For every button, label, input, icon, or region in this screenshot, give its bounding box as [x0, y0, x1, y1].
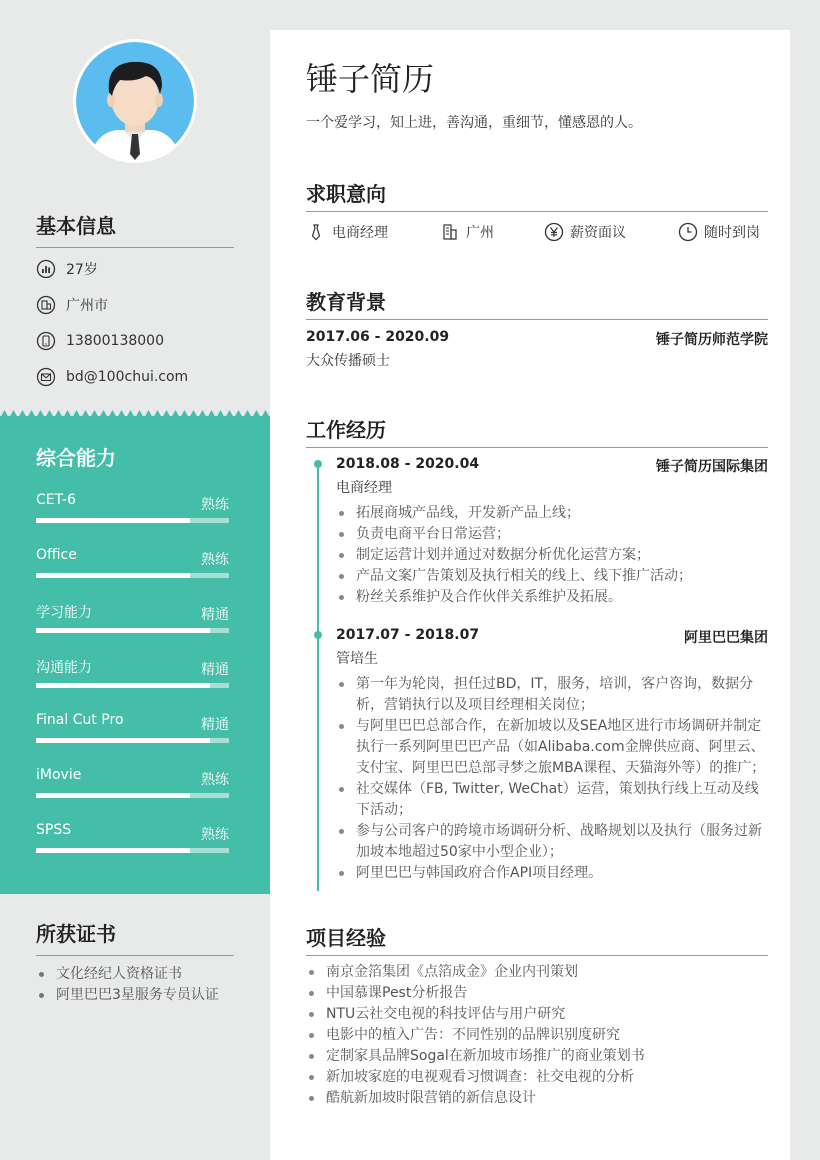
info-age-text: 27岁: [66, 262, 98, 278]
list-item: 酷航新加坡时限营销的新信息设计: [306, 1088, 768, 1109]
skill-level: 熟练: [201, 772, 229, 788]
job-role: 电商经理: [336, 480, 392, 496]
intent-city-text: 广州: [466, 225, 494, 241]
skill-name: iMovie: [36, 767, 82, 783]
skills-panel: [0, 416, 270, 894]
skill-name: 沟通能力: [36, 660, 92, 676]
info-city: [36, 294, 108, 316]
skill-name: CET-6: [36, 492, 76, 508]
list-item: 第一年为轮岗，担任过BD，IT，服务，培训，客户咨询，数据分析，营销执行以及项目经理相关岗位；: [336, 674, 768, 716]
list-item: 参与公司客户的跨境市场调研分析、战略规划以及执行（服务过新加坡本地超过50家中小型企业）；: [336, 821, 768, 863]
intent-start-text: 随时到岗: [704, 225, 760, 241]
list-item: 负责电商平台日常运营；: [336, 524, 768, 545]
list-item: 粉丝关系维护及合作伙伴关系维护及拓展。: [336, 587, 768, 608]
intent-city: [440, 222, 494, 242]
timeline-dot: [314, 460, 322, 468]
work-title: 工作经历: [306, 414, 768, 448]
skill-row: [36, 547, 229, 587]
resume-name: 锤子简历: [306, 60, 435, 98]
phone-icon: [36, 331, 56, 351]
skill-bar-track: [36, 793, 229, 798]
skill-bar-track: [36, 628, 229, 633]
city-icon: [440, 222, 460, 242]
intent-salary: [544, 222, 626, 242]
skill-level: 熟练: [201, 827, 229, 843]
skill-name: SPSS: [36, 822, 72, 838]
skill-row: [36, 492, 229, 532]
job-role: 管培生: [336, 651, 378, 667]
skill-bar-track: [36, 738, 229, 743]
job-company: 锤子简历国际集团: [656, 459, 768, 475]
avatar: [73, 39, 197, 163]
projects-title: 项目经验: [306, 922, 768, 956]
zigzag-edge: [0, 408, 270, 418]
skill-name: Office: [36, 547, 77, 563]
intent-position: [306, 222, 388, 242]
project-list: [306, 962, 768, 1109]
skill-bar-fill: [36, 518, 190, 523]
skill-row: [36, 712, 229, 752]
skill-row: [36, 657, 229, 697]
info-age: [36, 258, 98, 280]
skill-name: 学习能力: [36, 605, 92, 621]
list-item: 电影中的植入广告：不同性别的品牌识别度研究: [306, 1025, 768, 1046]
list-item: 南京金箔集团《点箔成金》企业内刊策划: [306, 962, 768, 983]
skill-bar-fill: [36, 573, 190, 578]
job-date: 2018.08 - 2020.04: [336, 456, 480, 472]
skill-row: [36, 767, 229, 807]
info-email[interactable]: [36, 366, 188, 388]
list-item: 文化经纪人资格证书: [36, 964, 219, 985]
skill-bar-fill: [36, 793, 190, 798]
list-item: 新加坡家庭的电视观看习惯调查：社交电视的分析: [306, 1067, 768, 1088]
avatar-illustration: [76, 42, 194, 160]
skill-bar-track: [36, 683, 229, 688]
skill-row: [36, 602, 229, 642]
skill-row: [36, 822, 229, 862]
info-city-text: 广州市: [66, 298, 108, 314]
chart-icon: [36, 259, 56, 279]
job-company: 阿里巴巴集团: [684, 630, 768, 646]
timeline-dot: [314, 631, 322, 639]
skill-level: 精通: [201, 662, 229, 678]
skill-bar-fill: [36, 628, 210, 633]
list-item: 与阿里巴巴总部合作，在新加坡以及SEA地区进行市场调研并制定执行一系列阿里巴巴产品（如Alibaba.com金牌供应商、阿里云、支付宝、阿里巴巴总部寻梦之旅MBA课程、天猫海外等）的推广；: [336, 716, 768, 779]
cert-title: 所获证书: [36, 918, 234, 956]
list-item: 产品文案广告策划及执行相关的线上、线下推广活动；: [336, 566, 768, 587]
skill-level: 精通: [201, 717, 229, 733]
skill-bar-track: [36, 848, 229, 853]
skill-bar-fill: [36, 848, 190, 853]
yen-icon: [544, 222, 564, 242]
motto: 一个爱学习，知上进，善沟通，重细节，懂感恩的人。: [306, 115, 642, 131]
info-phone: [36, 330, 164, 352]
building-icon: [36, 295, 56, 315]
main-content: [270, 30, 790, 1160]
list-item: 中国慕课Pest分析报告: [306, 983, 768, 1004]
intent-title: 求职意向: [306, 178, 768, 212]
list-item: NTU云社交电视的科技评估与用户研究: [306, 1004, 768, 1025]
intent-start: [678, 222, 760, 242]
skill-name: Final Cut Pro: [36, 712, 124, 728]
cert-list: [36, 964, 219, 1006]
mail-icon: [36, 367, 56, 387]
job-duties: [336, 503, 768, 608]
list-item: 社交媒体（FB, Twitter, WeChat）运营，策划执行线上互动及线下活动；: [336, 779, 768, 821]
info-email-text[interactable]: bd@100chui.com: [66, 369, 189, 385]
tie-icon: [306, 222, 326, 242]
intent-position-text: 电商经理: [332, 225, 388, 241]
skill-bar-track: [36, 573, 229, 578]
info-phone-text: 13800138000: [66, 333, 164, 349]
clock-icon: [678, 222, 698, 242]
timeline-line: [317, 462, 319, 891]
basic-info-title: 基本信息: [36, 210, 234, 248]
education-major: 大众传播硕士: [306, 353, 390, 369]
education-school: 锤子简历师范学院: [656, 332, 768, 348]
list-item: 阿里巴巴与韩国政府合作API项目经理。: [336, 863, 768, 884]
education-title: 教育背景: [306, 286, 768, 320]
skill-bar-fill: [36, 738, 210, 743]
skill-level: 熟练: [201, 497, 229, 513]
list-item: 制定运营计划并通过对数据分析优化运营方案；: [336, 545, 768, 566]
list-item: 阿里巴巴3星服务专员认证: [36, 985, 219, 1006]
list-item: 拓展商城产品线，开发新产品上线；: [336, 503, 768, 524]
job-date: 2017.07 - 2018.07: [336, 627, 480, 643]
intent-salary-text: 薪资面议: [570, 225, 626, 241]
list-item: 定制家具品牌Sogal在新加坡市场推广的商业策划书: [306, 1046, 768, 1067]
skill-level: 熟练: [201, 552, 229, 568]
skill-bar-fill: [36, 683, 210, 688]
skills-title: 综合能力: [36, 446, 116, 470]
skill-bar-track: [36, 518, 229, 523]
job-duties: [336, 674, 768, 884]
skill-level: 精通: [201, 607, 229, 623]
education-date: 2017.06 - 2020.09: [306, 329, 450, 345]
